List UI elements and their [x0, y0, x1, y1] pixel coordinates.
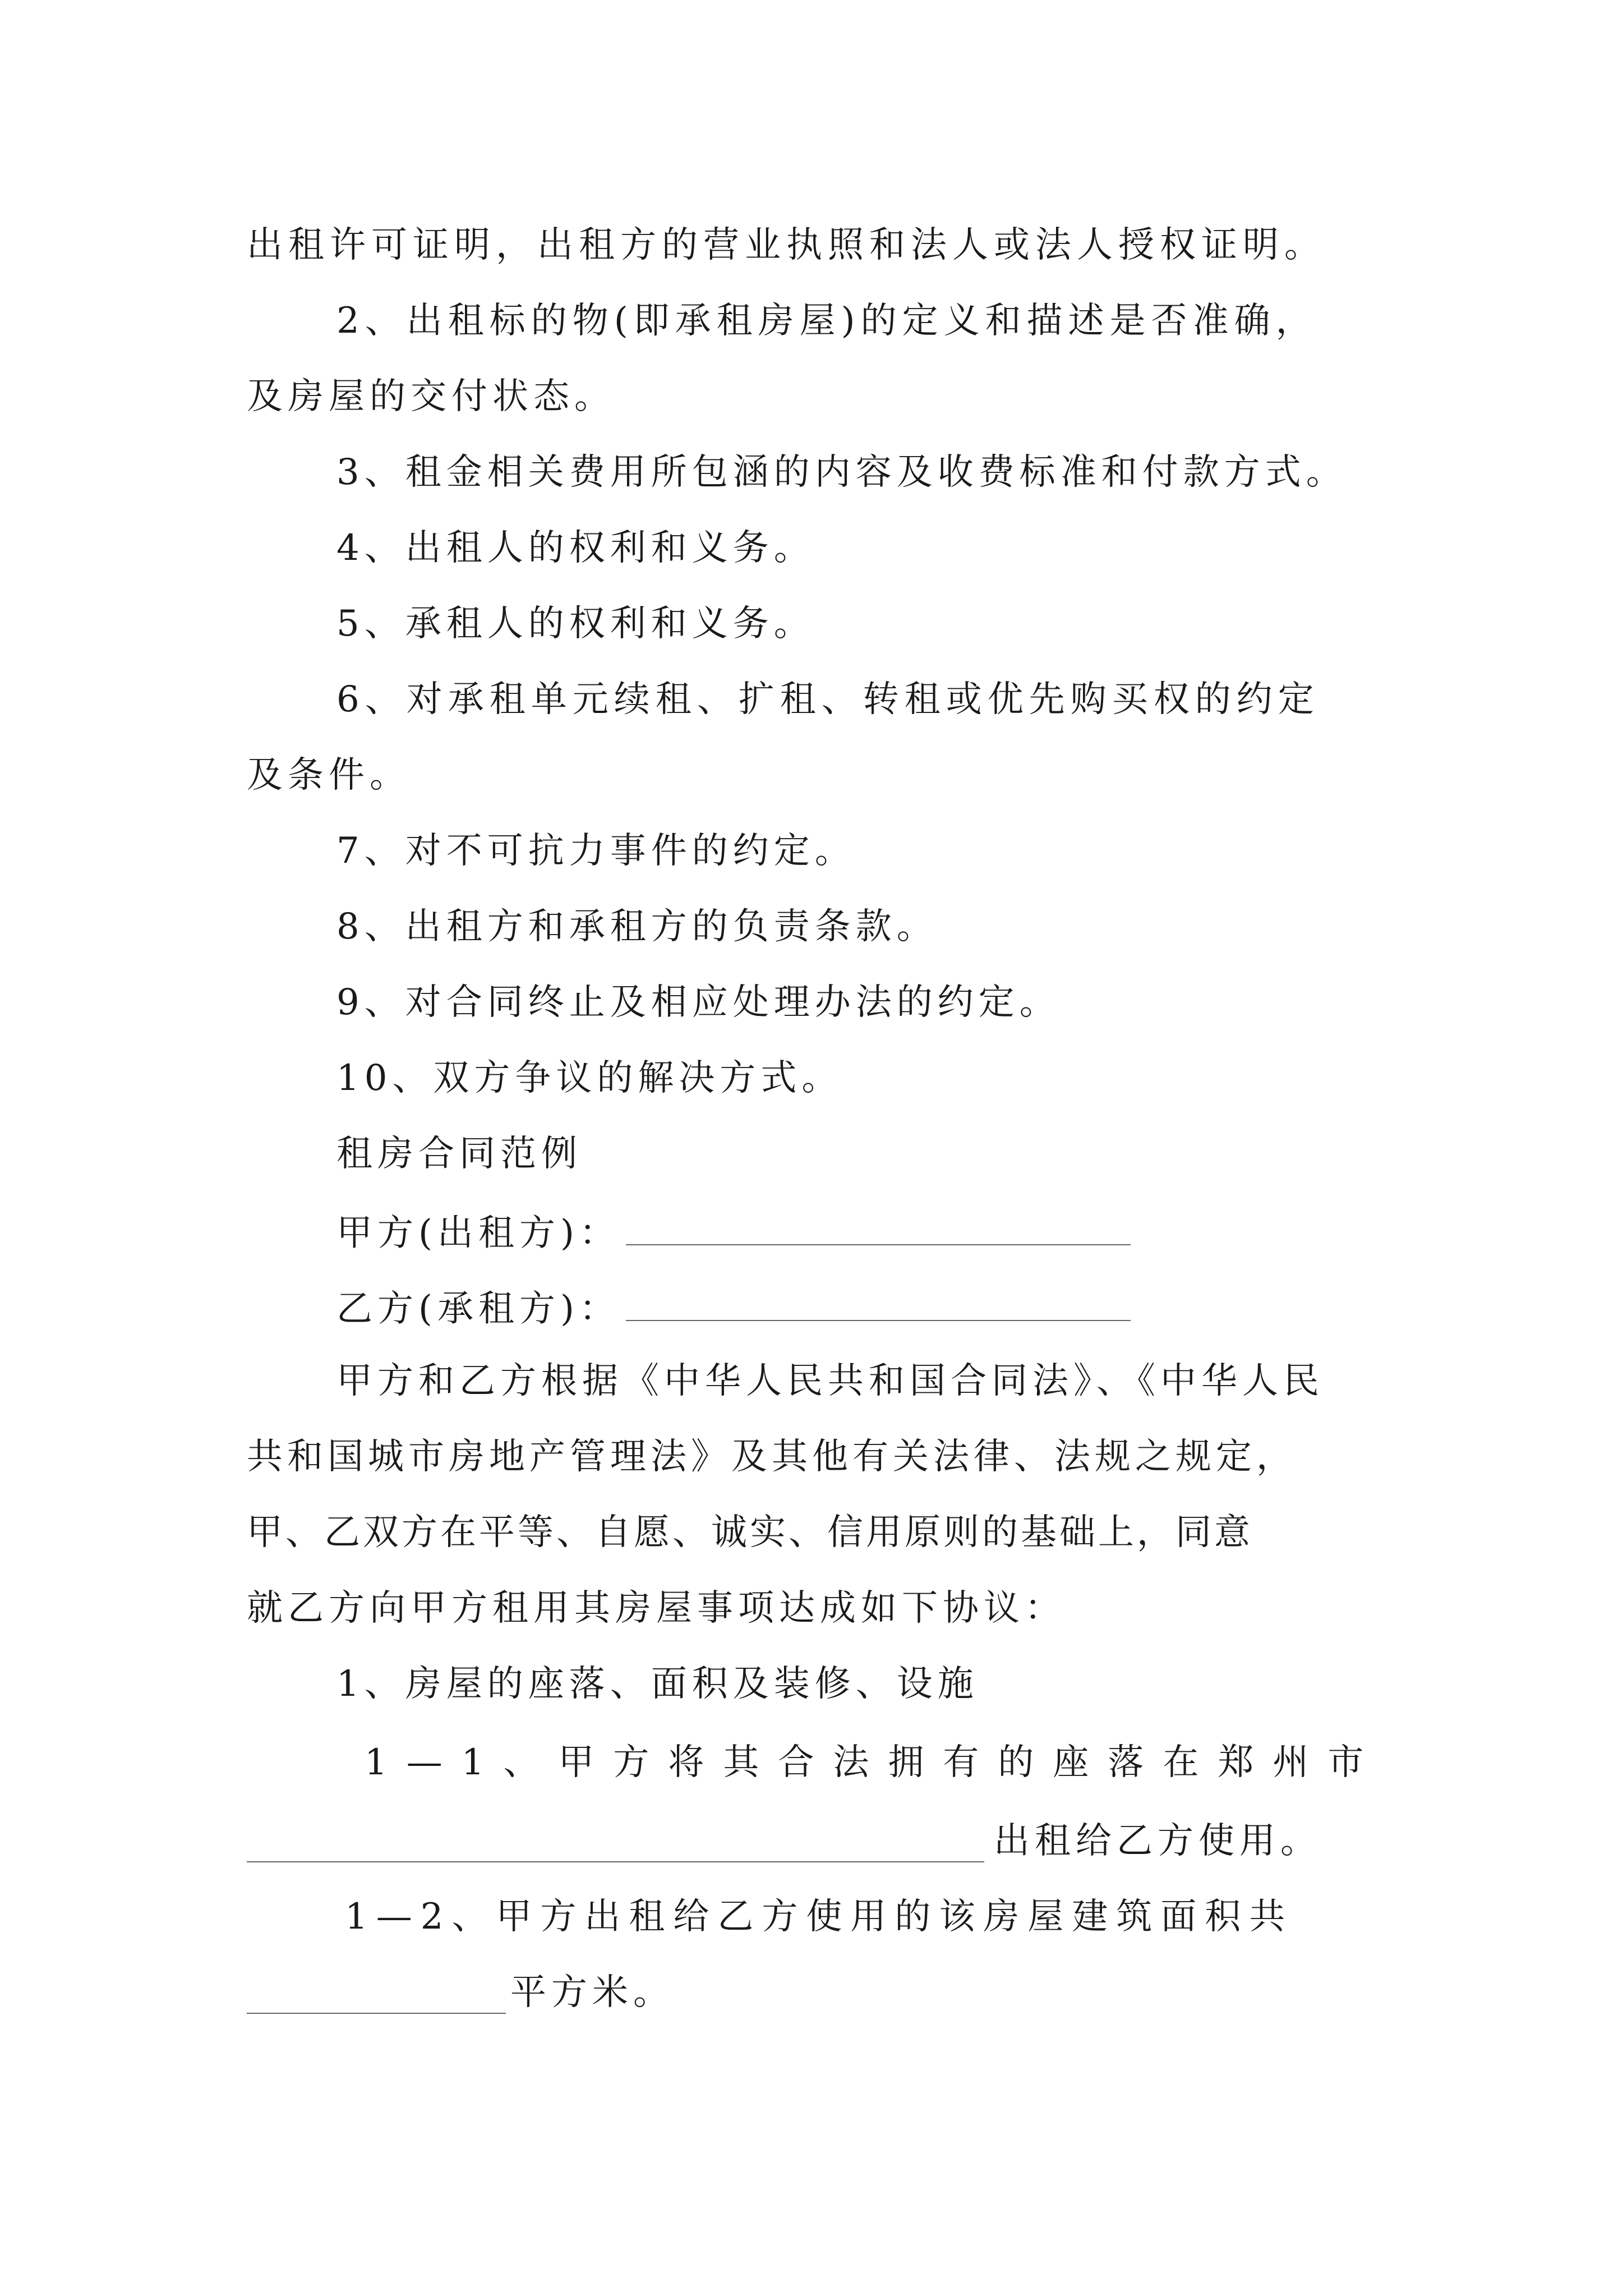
list-item-7: 7、对不可抗力事件的约定。	[336, 830, 856, 872]
party-a-blank	[626, 1212, 1131, 1245]
clause-1-1: 1—1、甲方将其合法拥有的座落在郑州市	[365, 1742, 1383, 1783]
list-item-3: 3、租金相关费用所包涵的内容及收费标准和付款方式。	[336, 452, 1347, 493]
party-a-label: 甲方(出租方)：	[336, 1212, 620, 1254]
party-b-label: 乙方(承租方)：	[336, 1288, 620, 1330]
list-item-4: 4、出租人的权利和义务。	[336, 527, 815, 569]
paragraph-line: 就乙方向甲方租用其房屋事项达成如下协议：	[247, 1588, 1066, 1629]
list-item-6: 6、对承租单元续租、扩租、转租或优先购买权的约定	[336, 679, 1320, 720]
list-item-10: 10、双方争议的解决方式。	[336, 1057, 843, 1099]
area-blank	[247, 2013, 506, 2014]
party-b-line	[336, 1287, 1131, 1330]
paragraph-line: 及房屋的交付状态。	[247, 376, 615, 417]
list-item-9: 9、对合同终止及相应处理办法的约定。	[336, 982, 1061, 1023]
paragraph-line: 及条件。	[247, 754, 411, 796]
party-b-blank	[626, 1287, 1131, 1321]
clause-1-2: 1—2、甲方出租给乙方使用的该房屋建筑面积共	[345, 1896, 1294, 1938]
address-blank	[247, 1861, 984, 1862]
contract-heading: 租房合同范例	[336, 1133, 582, 1175]
paragraph-line: 甲、乙双方在平等、自愿、诚实、信用原则的基础上，同意	[247, 1512, 1253, 1553]
clause-1-2-end: 平方米。	[510, 1972, 674, 2013]
section-heading: 1、房屋的座落、面积及装修、设施	[336, 1663, 979, 1705]
paragraph-line: 出租许可证明，出租方的营业执照和法人或法人授权证明。	[247, 224, 1326, 266]
party-a-line	[336, 1212, 1131, 1254]
list-item-2: 2、出租标的物(即承租房屋)的定义和描述是否准确，	[336, 300, 1317, 342]
clause-1-1-end: 出租给乙方使用。	[994, 1820, 1321, 1862]
paragraph-line: 甲方和乙方根据《中华人民共和国合同法》、《中华人民	[336, 1360, 1324, 1402]
list-item-5: 5、承租人的权利和义务。	[336, 603, 815, 645]
list-item-8: 8、出租方和承租方的负责条款。	[336, 906, 938, 947]
paragraph-line: 共和国城市房地产管理法》及其他有关法律、法规之规定，	[247, 1436, 1297, 1478]
